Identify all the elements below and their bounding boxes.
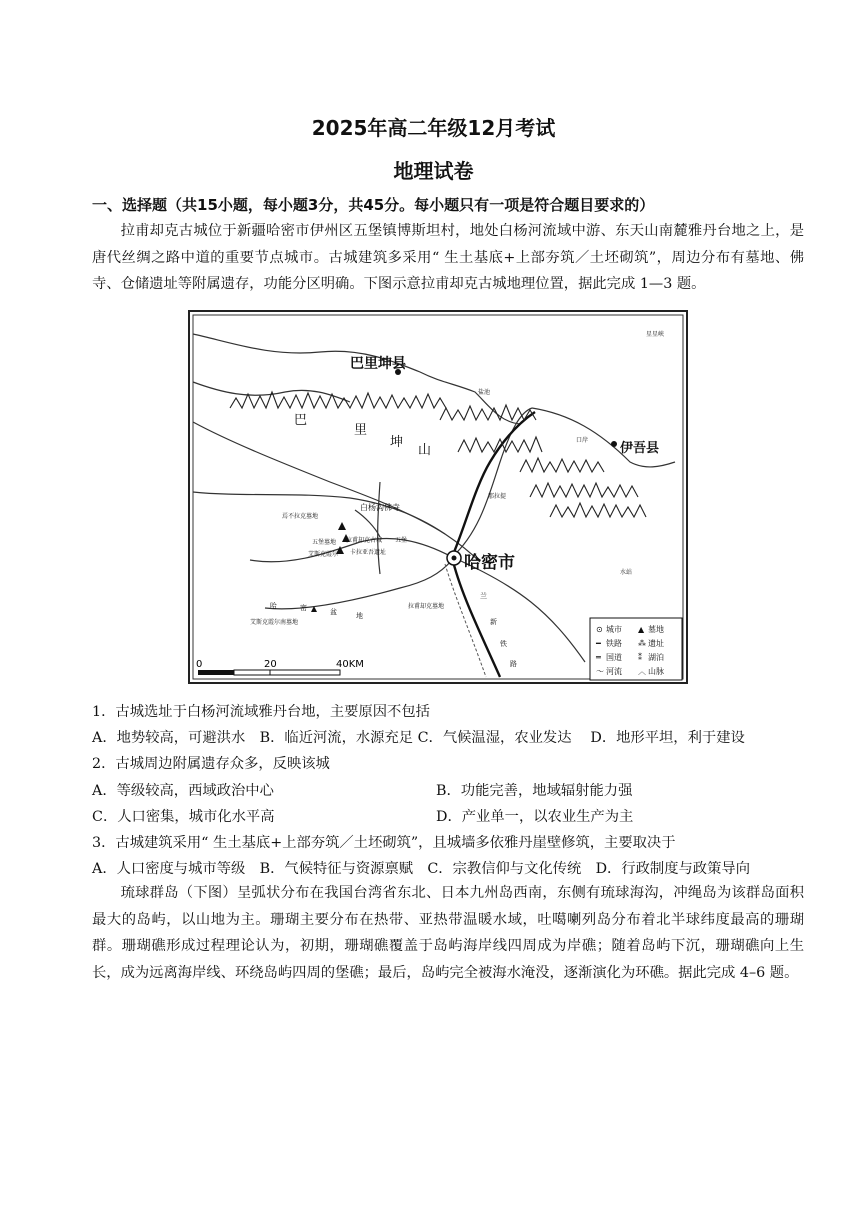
map-label-small-6: 星星峡	[646, 331, 665, 338]
legend-symbol-8: ︿	[638, 667, 646, 676]
map-label-hami: 哈密市	[464, 553, 515, 573]
map-label-small-7: 盐池	[478, 389, 491, 396]
legend-symbol-4: ⁂	[638, 639, 646, 648]
map-label-shan: 山	[418, 443, 432, 458]
passage-1: 拉甫却克古城位于新疆哈密市伊州区五堡镇博斯坦村，地处白杨河流域中游、东天山南麓雅丹台地之上，是唐代丝绸之路中道的重要节点城市。古城建筑多采用“ 生土基底+上部夯筑／土坯砌筑”，周边分布有墓地、佛寺、仓储遗址等附属遗存，功能分区明确。下图示意拉甫却克古城地理位置，据此完成 1—3 题。	[92, 223, 804, 292]
question-2-option-d: D．产业单一，以农业生产为主	[436, 809, 634, 825]
question-1-stem: 1．古城选址于白杨河流域雅丹台地，主要原因不包括	[92, 704, 430, 720]
mountain-range-icon	[230, 392, 646, 517]
legend-symbol-7: ～	[596, 667, 604, 676]
map-label-rail-2: 新	[490, 618, 497, 626]
tomb-icon	[311, 522, 350, 612]
passage-2: 琉球群岛（下图）呈弧状分布在我国台湾省东北、日本九州岛西南，东侧有琉球海沟，冲绳岛为该群岛面积最大的岛屿，以山地为主。珊瑚主要分布在热带、亚热带温暖水域，吐噶喇列岛分布着北半球纬度最高的珊瑚群。珊瑚礁形成过程理论认为，初期，珊瑚礁覆盖于岛屿海岸线四周成为岸礁；随着岛屿下沉，珊瑚礁向上生长，成为远离海岸线、环绕岛屿四周的堡礁；最后，岛屿完全被海水淹没，逐渐演化为环礁。据此完成 4–6 题。	[92, 885, 804, 981]
map-label-temple: 白杨沟佛寺	[360, 503, 400, 512]
map-canvas	[190, 312, 686, 682]
legend-label-1: 城市	[606, 625, 622, 634]
map-legend	[590, 618, 682, 680]
question-2-option-b: B．功能完善，地域辐射能力强	[436, 783, 633, 799]
question-2-option-a: A．等级较高，西域政治中心	[92, 783, 274, 799]
exam-title: 2025年高二年级12月考试	[311, 116, 556, 140]
legend-symbol-6: ⁑	[638, 653, 642, 662]
map-label-rail-3: 铁	[500, 640, 507, 648]
map-label-laofuque: 拉甫却克古城	[346, 537, 383, 544]
map-label-barkol: 巴里坤县	[350, 356, 406, 372]
map-label-small-4: 艾斯克霞尔南墓地	[250, 619, 299, 626]
scale-label-0: 0	[196, 659, 203, 670]
legend-label-6: 湖泊	[648, 653, 664, 662]
map-label-small-8: 口岸	[576, 437, 589, 444]
yiwu-city-icon	[611, 441, 617, 447]
legend-label-3: 铁路	[606, 639, 622, 648]
location-map	[188, 310, 688, 684]
map-label-li: 里	[354, 423, 368, 438]
question-2-stem: 2．古城周边附属遗存众多，反映该城	[92, 756, 330, 772]
map-label-small-11: 水站	[620, 569, 633, 576]
map-label-yiwu: 伊吾县	[620, 441, 660, 456]
legend-label-4: 遗址	[648, 639, 664, 648]
map-label-small-1: 焉不拉克墓地	[282, 513, 319, 520]
scale-bar	[196, 659, 364, 675]
map-label-small-5: 拉甫却克墓地	[408, 603, 445, 610]
hami-city-icon	[447, 551, 461, 565]
map-label-kun: 坤	[390, 435, 404, 450]
question-1-options: A．地势较高，可避洪水 B．临近河流，水源充足 C．气候温湿，农业发达 D．地形平坦，利于建设	[92, 730, 745, 746]
map-label-wubao: 五堡墓地	[312, 539, 337, 546]
river-line	[445, 564, 486, 677]
legend-label-8: 山脉	[648, 667, 664, 676]
scale-label-20: 20	[264, 659, 277, 670]
scale-label-40: 40KM	[336, 659, 364, 670]
map-label-ba: 巴	[294, 413, 308, 428]
map-label-small-9: 那拉提	[488, 493, 507, 500]
map-label-desert-1: 哈	[270, 602, 277, 610]
exam-subject: 地理试卷	[393, 159, 474, 183]
question-3-options: A．人口密度与城市等级 B．气候特征与资源禀赋 C．宗教信仰与文化传统 D．行政制度与政策导向	[92, 861, 750, 877]
section-heading: 一、选择题（共15小题，每小题3分，共45分。每小题只有一项是符合题目要求的）	[92, 196, 655, 214]
legend-symbol-3: ━	[596, 639, 601, 648]
map-label-rail-4: 路	[510, 660, 517, 668]
legend-label-7: 河流	[606, 667, 622, 676]
road-network	[193, 334, 675, 662]
legend-symbol-2: ▲	[638, 625, 645, 634]
map-label-desert-2: 密	[300, 604, 307, 612]
legend-label-5: 国道	[606, 653, 622, 662]
map-label-small-2: 艾斯克霞尔	[308, 551, 339, 558]
map-label-rail-1: 兰	[480, 592, 487, 600]
legend-symbol-1: ⊙	[596, 625, 603, 634]
legend-symbol-5: ═	[596, 653, 601, 662]
legend-label-2: 墓地	[648, 625, 664, 634]
map-label-small-3: 卡拉亚吾遗址	[350, 549, 387, 556]
map-label-desert-3: 盆	[330, 608, 337, 616]
map-label-desert-4: 地	[356, 612, 363, 620]
question-3-stem: 3．古城建筑采用“ 生土基底+上部夯筑／土坯砌筑”，且城墙多依雅丹崖壁修筑，主要取决于	[92, 835, 676, 851]
map-label-small-10: 五堡	[395, 537, 408, 544]
question-2-option-c: C．人口密集，城市化水平高	[92, 809, 275, 825]
